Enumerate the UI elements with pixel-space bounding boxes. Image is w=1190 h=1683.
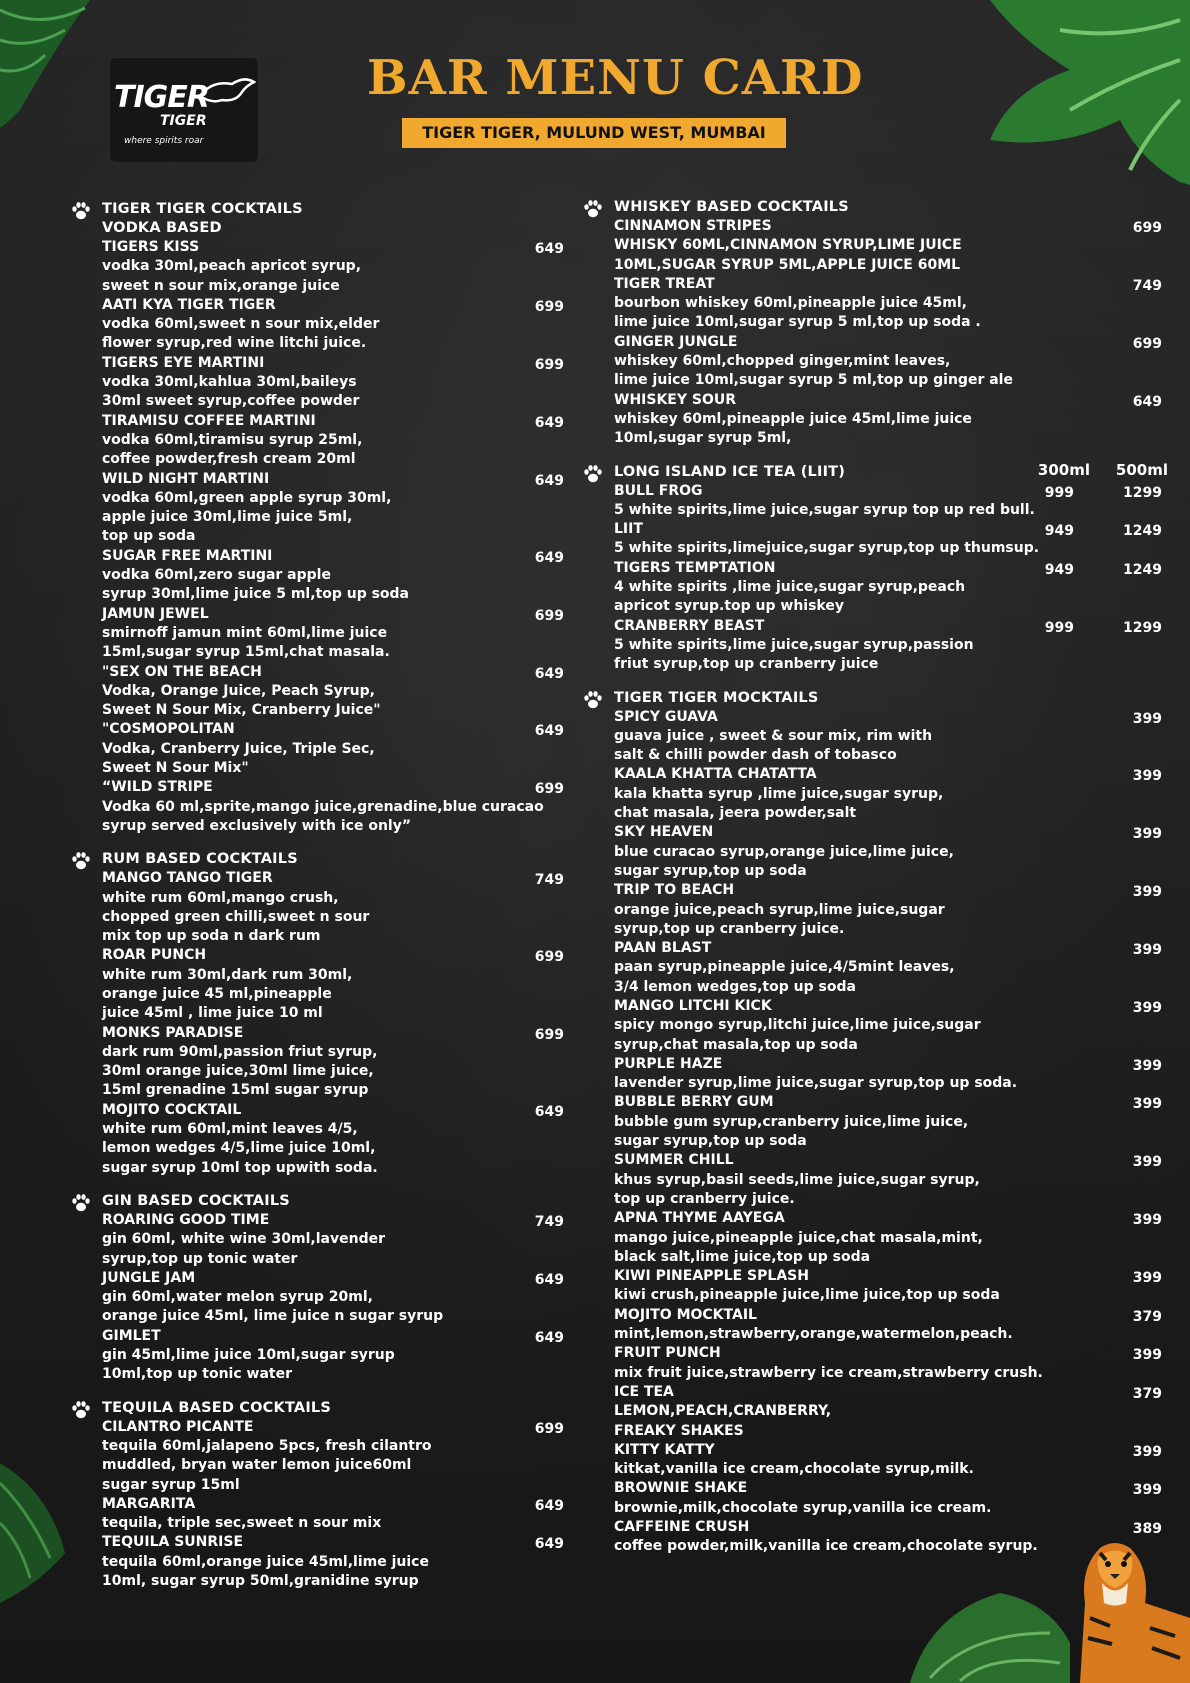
item-price: 699 <box>534 781 564 798</box>
leaping-tiger-icon <box>198 74 256 110</box>
menu-item <box>582 1151 1162 1209</box>
item-description: syrup 30ml,lime juice 5 ml,top up soda <box>102 586 410 603</box>
item-description: syrup,top up tonic water <box>102 1250 298 1267</box>
menu-item <box>70 605 564 663</box>
item-description: lime juice 10ml,sugar syrup 5 ml,top up soda . <box>614 314 981 331</box>
item-price: 649 <box>534 665 564 682</box>
item-price: 649 <box>534 549 564 566</box>
item-price: 399 <box>1132 1057 1162 1074</box>
menu-item <box>70 296 564 354</box>
item-price: 399 <box>1132 1154 1162 1171</box>
item-description: blue curacao syrup,orange juice,lime juice, <box>614 843 954 860</box>
item-description: Vodka 60 ml,sprite,mango juice,grenadine,blue curacao <box>102 798 544 815</box>
item-description: gin 60ml,water melon syrup 20ml, <box>102 1289 373 1306</box>
item-name: CAFFEINE CRUSH <box>614 1519 750 1535</box>
item-name: TIRAMISU COFFEE MARTINI <box>102 412 316 429</box>
item-description: 10ml, sugar syrup 50ml,granidine syrup <box>102 1573 419 1589</box>
item-description: coffee powder,fresh cream 20ml <box>102 451 356 468</box>
section-title: TIGER TIGER MOCKTAILS <box>614 689 819 706</box>
menu-item <box>70 946 564 1023</box>
item-name: SUMMER CHILL <box>614 1152 734 1169</box>
menu-item <box>70 412 564 470</box>
item-price: 399 <box>1132 999 1162 1016</box>
menu-item <box>70 720 564 778</box>
item-description: vodka 60ml,sweet n sour mix,elder <box>102 316 380 333</box>
item-description: apple juice 30ml,lime juice 5ml, <box>102 509 353 526</box>
item-name: KIWI PINEAPPLE SPLASH <box>614 1268 809 1285</box>
item-description: 10ML,SUGAR SYRUP 5ML,APPLE JUICE 60ML <box>614 256 961 273</box>
item-name: SUGAR FREE MARTINI <box>102 547 273 564</box>
item-name: "COSMOPOLITAN <box>102 721 235 738</box>
item-description: 5 white spirits,lime juice,sugar syrup top up red bull. <box>614 501 1035 518</box>
palm-leaf-top-right-icon <box>950 0 1190 185</box>
item-name: CILANTRO PICANTE <box>102 1418 254 1435</box>
item-price-300ml: 999 <box>1044 619 1074 636</box>
menu-item <box>70 470 564 547</box>
menu-item <box>582 1093 1162 1151</box>
page-title: BAR MENU CARD <box>367 50 864 106</box>
item-price: 699 <box>1132 335 1162 352</box>
item-name: KITTY KATTY <box>614 1441 715 1458</box>
item-description: smirnoff jamun mint 60ml,lime juice <box>102 624 388 641</box>
logo-tagline: where spirits roar <box>124 136 204 146</box>
item-price: 699 <box>534 1420 564 1437</box>
item-price: 379 <box>1132 1385 1162 1402</box>
item-price: 699 <box>534 607 564 624</box>
menu-item <box>70 1211 564 1269</box>
menu-section <box>70 850 564 1178</box>
item-description: syrup served exclusively with ice only” <box>102 817 412 834</box>
item-name: JAMUN JEWEL <box>102 605 209 622</box>
menu-section <box>70 1192 564 1385</box>
item-name: MOJITO MOCKTAIL <box>614 1306 757 1323</box>
item-description: bubble gum syrup,cranberry juice,lime juice, <box>614 1113 969 1130</box>
item-description: guava juice , sweet & sour mix, rim with <box>614 727 933 744</box>
item-price: 399 <box>1132 710 1162 727</box>
item-description: mango juice,pineapple juice,chat masala,mint, <box>614 1229 983 1246</box>
item-description: FREAKY SHAKES <box>614 1422 744 1439</box>
section-title: GIN BASED COCKTAILS <box>102 1192 290 1209</box>
item-description: WHISKY 60ML,CINNAMON SYRUP,LIME JUICE <box>614 237 962 254</box>
item-description: syrup,chat masala,top up soda <box>614 1036 858 1053</box>
menu-item <box>582 482 1162 521</box>
left-column <box>70 200 564 1605</box>
right-column <box>582 198 1168 1571</box>
section-title: VODKA BASED <box>102 220 222 236</box>
logo-sub-text: TIGER <box>160 113 207 129</box>
item-price: 749 <box>534 1213 564 1230</box>
item-name: BROWNIE SHAKE <box>614 1480 748 1497</box>
section-title: RUM BASED COCKTAILS <box>102 851 298 868</box>
item-name: CINNAMON STRIPES <box>614 218 772 234</box>
item-description: orange juice,peach syrup,lime juice,sugar <box>614 901 945 918</box>
item-name: TIGERS EYE MARTINI <box>102 354 265 371</box>
item-description: top up cranberry juice. <box>614 1190 795 1207</box>
menu-item <box>582 765 1162 823</box>
item-name: PAAN BLAST <box>614 940 712 957</box>
menu-item <box>70 869 564 946</box>
item-description: brownie,milk,chocolate syrup,vanilla ice cream. <box>614 1499 992 1516</box>
item-price: 399 <box>1132 1096 1162 1113</box>
item-price-300ml: 949 <box>1044 561 1074 578</box>
item-name: JUNGLE JAM <box>102 1269 196 1286</box>
item-description: syrup,top up cranberry juice. <box>614 920 845 937</box>
item-description: sugar syrup,top up soda <box>614 862 807 879</box>
item-description: whiskey 60ml,pineapple juice 45ml,lime juice <box>614 410 972 427</box>
item-description: LEMON,PEACH,CRANBERRY, <box>614 1403 832 1420</box>
menu-item <box>582 1267 1162 1306</box>
item-description: white rum 60ml,mint leaves 4/5, <box>102 1121 358 1138</box>
item-price: 399 <box>1132 1212 1162 1229</box>
item-description: juice 45ml , lime juice 10 ml <box>102 1005 323 1022</box>
item-description: 15ml grenadine 15ml sugar syrup <box>102 1082 369 1099</box>
item-name: SKY HEAVEN <box>614 824 714 841</box>
item-price: 399 <box>1132 826 1162 843</box>
menu-item <box>582 939 1162 997</box>
item-price: 649 <box>534 414 564 431</box>
menu-item <box>582 275 1162 333</box>
item-price-500ml: 1299 <box>1123 619 1162 636</box>
menu-item <box>582 559 1162 617</box>
menu-item <box>582 1209 1162 1267</box>
menu-section <box>582 460 1168 675</box>
item-description: muddled, bryan water lemon juice60ml <box>102 1457 412 1474</box>
item-description: lemon wedges 4/5,lime juice 10ml, <box>102 1140 376 1157</box>
item-name: MONKS PARADISE <box>102 1024 244 1041</box>
item-description: friut syrup,top up cranberry juice <box>614 656 879 673</box>
section-title: LONG ISLAND ICE TEA (LIIT) <box>614 463 846 480</box>
item-price: 749 <box>1132 277 1162 294</box>
item-description: spicy mongo syrup,litchi juice,lime juice,sugar <box>614 1017 981 1034</box>
menu-section <box>582 198 1162 449</box>
item-name: WHISKEY SOUR <box>614 391 737 408</box>
menu-section <box>70 1399 564 1592</box>
item-description: gin 60ml, white wine 30ml,lavender <box>102 1231 385 1248</box>
item-price: 389 <box>1132 1521 1162 1537</box>
menu-item <box>70 1533 564 1591</box>
paw-icon <box>70 200 92 222</box>
menu-item <box>582 333 1162 391</box>
item-description: Vodka, Cranberry Juice, Triple Sec, <box>102 740 375 757</box>
item-description: sweet n sour mix,orange juice <box>102 277 340 294</box>
item-name: “WILD STRIPE <box>102 779 213 796</box>
item-description: whiskey 60ml,chopped ginger,mint leaves, <box>614 353 951 370</box>
item-name: MANGO LITCHI KICK <box>614 997 772 1014</box>
item-name: WILD NIGHT MARTINI <box>102 470 270 487</box>
size-header-300ml: 300ml <box>1037 460 1090 479</box>
section-title: TEQUILA BASED COCKTAILS <box>102 1399 332 1416</box>
item-description: tequila 60ml,jalapeno 5pcs, fresh cilantro <box>102 1437 432 1454</box>
logo-main-text: TIGER <box>114 80 209 115</box>
item-price: 649 <box>534 472 564 489</box>
item-description: Sweet N Sour Mix, Cranberry Juice" <box>102 702 381 719</box>
item-description: 5 white spirits,limejuice,sugar syrup,top up thumsup. <box>614 540 1040 557</box>
item-description: tequila, triple sec,sweet n sour mix <box>102 1515 382 1532</box>
menu-section <box>70 200 564 836</box>
item-description: chopped green chilli,sweet n sour <box>102 908 370 925</box>
item-description: paan syrup,pineapple juice,4/5mint leaves, <box>614 959 955 976</box>
item-description: vodka 30ml,kahlua 30ml,baileys <box>102 374 357 391</box>
menu-item <box>582 1441 1162 1480</box>
section-title: WHISKEY BASED COCKTAILS <box>614 199 849 215</box>
item-description: flower syrup,red wine litchi juice. <box>102 335 367 352</box>
item-description: 3/4 lemon wedges,top up soda <box>614 978 856 995</box>
item-description: vodka 60ml,zero sugar apple <box>102 567 331 584</box>
item-description: kitkat,vanilla ice cream,chocolate syrup,milk. <box>614 1461 974 1478</box>
item-description: orange juice 45 ml,pineapple <box>102 985 332 1002</box>
item-description: 4 white spirits ,lime juice,sugar syrup,peach <box>614 579 966 596</box>
size-header-500ml: 500ml <box>1115 460 1168 479</box>
item-description: tequila 60ml,orange juice 45ml,lime juice <box>102 1553 429 1570</box>
item-description: chat masala, jeera powder,salt <box>614 805 857 822</box>
item-description: 10ml,sugar syrup 5ml, <box>614 430 792 447</box>
item-price: 699 <box>534 949 564 966</box>
item-price: 649 <box>534 1329 564 1346</box>
item-description: black salt,lime juice,top up soda <box>614 1248 871 1265</box>
item-description: gin 45ml,lime juice 10ml,sugar syrup <box>102 1347 395 1364</box>
menu-item <box>70 547 564 605</box>
item-description: 15ml,sugar syrup 15ml,chat masala. <box>102 644 390 661</box>
item-price-300ml: 999 <box>1044 484 1074 501</box>
menu-item <box>582 823 1162 881</box>
item-description: khus syrup,basil seeds,lime juice,sugar syrup, <box>614 1171 980 1188</box>
palm-leaf-bottom-left-icon <box>0 1463 70 1603</box>
item-name: KAALA KHATTA CHATATTA <box>614 766 817 783</box>
item-price: 399 <box>1132 1482 1162 1499</box>
item-name: ROAR PUNCH <box>102 947 207 964</box>
item-description: lavender syrup,lime juice,sugar syrup,top up soda. <box>614 1075 1018 1092</box>
menu-item <box>70 1418 564 1495</box>
menu-item <box>582 881 1162 939</box>
menu-item <box>70 354 564 412</box>
menu-item <box>582 997 1162 1055</box>
item-name: GIMLET <box>102 1327 161 1344</box>
menu-section <box>582 689 1162 1557</box>
menu-item <box>582 617 1162 675</box>
item-price: 399 <box>1132 768 1162 785</box>
menu-item <box>70 238 564 296</box>
item-price: 649 <box>534 1271 564 1288</box>
item-name: SPICY GUAVA <box>614 708 718 725</box>
item-description: sugar syrup 10ml top upwith soda. <box>102 1159 378 1176</box>
item-description: salt & chilli powder dash of tobasco <box>614 747 897 764</box>
item-name: MARGARITA <box>102 1495 196 1512</box>
palm-leaf-top-left-icon <box>0 0 110 130</box>
menu-item <box>582 520 1162 559</box>
item-description: Vodka, Orange Juice, Peach Syrup, <box>102 682 375 699</box>
item-name: "SEX ON THE BEACH <box>102 663 262 680</box>
menu-item <box>582 1306 1162 1345</box>
item-name: MOJITO COCKTAIL <box>102 1101 242 1118</box>
item-description: kala khatta syrup ,lime juice,sugar syrup, <box>614 785 944 802</box>
item-price: 749 <box>534 872 564 889</box>
item-price: 649 <box>1132 393 1162 410</box>
item-name: PURPLE HAZE <box>614 1055 723 1072</box>
item-price: 699 <box>534 1026 564 1043</box>
item-description: vodka 60ml,green apple syrup 30ml, <box>102 489 392 506</box>
item-description: mix fruit juice,strawberry ice cream,strawberry crush. <box>614 1364 1043 1381</box>
item-name: BUBBLE BERRY GUM <box>614 1094 774 1111</box>
item-description: 5 white spirits,lime juice,sugar syrup,passion <box>614 636 974 653</box>
item-description: lime juice 10ml,sugar syrup 5 ml,top up ginger ale <box>614 372 1013 389</box>
item-price: 649 <box>534 1497 564 1514</box>
item-price: 649 <box>534 723 564 740</box>
item-price: 399 <box>1132 1443 1162 1460</box>
item-description: apricot syrup.top up whiskey <box>614 598 844 615</box>
item-description: dark rum 90ml,passion friut syrup, <box>102 1043 378 1060</box>
item-description: 30ml orange juice,30ml lime juice, <box>102 1063 374 1080</box>
brand-logo <box>110 58 258 162</box>
item-description: vodka 30ml,peach apricot syrup, <box>102 258 362 275</box>
item-name: TIGERS KISS <box>102 239 200 255</box>
item-name: ICE TEA <box>614 1383 674 1400</box>
item-name: MANGO TANGO TIGER <box>102 870 273 887</box>
item-name: GINGER JUNGLE <box>614 333 738 350</box>
item-description: mix top up soda n dark rum <box>102 928 321 945</box>
item-price-500ml: 1249 <box>1123 523 1162 540</box>
item-price: 699 <box>534 298 564 315</box>
menu-item <box>70 663 564 721</box>
location-banner: TIGER TIGER, MULUND WEST, MUMBAI <box>402 118 786 148</box>
menu-item <box>582 1383 1162 1441</box>
item-name: TRIP TO BEACH <box>614 882 735 899</box>
item-name: CRANBERRY BEAST <box>614 617 765 634</box>
item-name: TIGERS TEMPTATION <box>614 559 776 576</box>
item-description: white rum 30ml,dark rum 30ml, <box>102 966 353 983</box>
item-price-500ml: 1249 <box>1123 561 1162 578</box>
menu-item <box>70 1101 564 1178</box>
item-description: mint,lemon,strawberry,orange,watermelon,peach. <box>614 1326 1013 1343</box>
menu-item <box>70 1269 564 1327</box>
item-description: coffee powder,milk,vanilla ice cream,chocolate syrup. <box>614 1538 1038 1555</box>
item-name: LIIT <box>614 521 643 538</box>
menu-item <box>70 1327 564 1385</box>
menu-item <box>582 217 1162 275</box>
item-name: ROARING GOOD TIME <box>102 1211 270 1228</box>
item-name: AATI KYA TIGER TIGER <box>102 296 276 313</box>
item-price-300ml: 949 <box>1044 523 1074 540</box>
item-price: 399 <box>1132 1347 1162 1364</box>
item-description: 30ml sweet syrup,coffee powder <box>102 393 360 410</box>
item-name: APNA THYME AAYEGA <box>614 1210 785 1227</box>
item-price: 379 <box>1132 1308 1162 1325</box>
menu-item <box>582 1055 1162 1094</box>
item-description: vodka 60ml,tiramisu syrup 25ml, <box>102 431 363 448</box>
item-description: top up soda <box>102 528 196 545</box>
menu-item <box>70 778 564 836</box>
item-description: sugar syrup 15ml <box>102 1476 240 1493</box>
item-description: orange juice 45ml, lime juice n sugar syrup <box>102 1308 444 1325</box>
item-description: kiwi crush,pineapple juice,lime juice,top up soda <box>614 1287 1000 1304</box>
item-name: FRUIT PUNCH <box>614 1345 721 1362</box>
item-price: 399 <box>1132 1270 1162 1287</box>
item-name: TIGER TREAT <box>614 275 715 292</box>
item-price: 399 <box>1132 884 1162 901</box>
item-price: 699 <box>534 356 564 373</box>
item-name: TEQUILA SUNRISE <box>102 1534 244 1551</box>
item-price: 399 <box>1132 942 1162 959</box>
item-price: 649 <box>534 1103 564 1120</box>
item-description: white rum 60ml,mango crush, <box>102 889 339 906</box>
item-description: bourbon whiskey 60ml,pineapple juice 45ml, <box>614 295 968 312</box>
menu-item <box>582 1344 1162 1383</box>
item-price: 649 <box>534 241 564 257</box>
tiger-illustration-icon <box>1040 1508 1190 1683</box>
menu-item <box>582 708 1162 766</box>
item-price: 649 <box>534 1536 564 1553</box>
menu-item <box>70 1024 564 1101</box>
item-price: 699 <box>1132 220 1162 236</box>
item-name: BULL FROG <box>614 482 703 499</box>
item-description: sugar syrup,top up soda <box>614 1133 807 1150</box>
menu-item <box>70 1495 564 1534</box>
item-description: 10ml,top up tonic water <box>102 1366 292 1383</box>
item-price-500ml: 1299 <box>1123 484 1162 501</box>
section-group-title: TIGER TIGER COCKTAILS <box>102 201 303 217</box>
item-description: Sweet N Sour Mix" <box>102 760 249 777</box>
menu-item <box>582 391 1162 449</box>
